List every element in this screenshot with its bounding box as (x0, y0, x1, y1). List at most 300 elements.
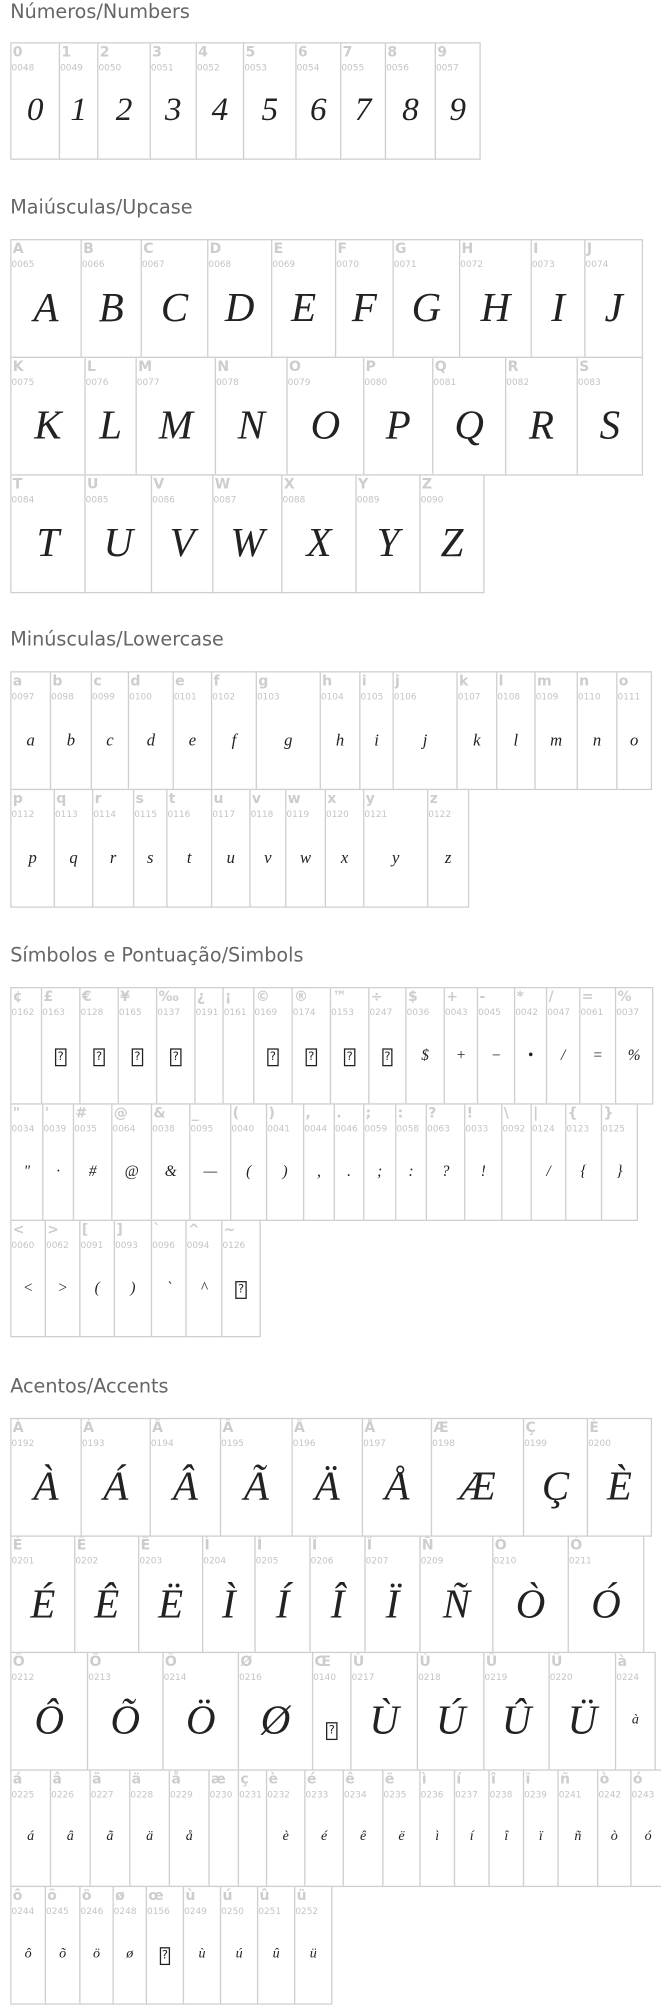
glyph-cell[interactable] (151, 1220, 187, 1338)
glyph-cell[interactable] (303, 1103, 335, 1221)
glyph-cell[interactable] (79, 987, 119, 1105)
character-code: 0099 (92, 691, 115, 702)
glyph-cell[interactable] (230, 1103, 267, 1221)
character-code: 0193 (81, 1438, 105, 1449)
character-label: p (12, 790, 23, 807)
character-label: . (336, 1104, 342, 1122)
glyph-char: @ (124, 1162, 139, 1181)
glyph-char: V (169, 519, 195, 566)
character-code: 0156 (147, 1906, 170, 1917)
glyph-cell[interactable] (253, 987, 293, 1105)
glyph-preview (221, 1462, 291, 1509)
glyph-cell[interactable] (249, 789, 286, 908)
glyph-cell[interactable] (256, 671, 321, 790)
glyph-preview (74, 1162, 111, 1181)
glyph-cell[interactable] (577, 671, 618, 790)
character-label: Ë (140, 1536, 151, 1553)
glyph-char: Â (172, 1462, 198, 1509)
glyph-cell[interactable] (577, 357, 643, 476)
glyph-cell[interactable] (54, 789, 94, 908)
character-label: S (579, 357, 590, 375)
glyph-cell[interactable] (45, 1886, 81, 2004)
character-code: 0034 (11, 1123, 35, 1135)
glyph-cell[interactable] (81, 1418, 151, 1536)
glyph-cell[interactable] (523, 1769, 559, 1887)
character-label: Í (256, 1536, 263, 1553)
character-code: 0111 (617, 691, 641, 702)
glyph-cell[interactable] (359, 671, 394, 790)
glyph-cell[interactable] (459, 239, 532, 358)
glyph-cell[interactable] (496, 671, 536, 790)
glyph-cell[interactable] (334, 1103, 365, 1221)
glyph-cell[interactable] (133, 789, 168, 908)
glyph-cell[interactable] (84, 474, 152, 593)
glyph-preview (81, 1947, 113, 1961)
glyph-preview (164, 1696, 238, 1743)
glyph-cell[interactable] (42, 1103, 74, 1221)
character-label: Ú (419, 1653, 431, 1670)
glyph-cell[interactable] (363, 357, 433, 476)
glyph-cell[interactable] (257, 1886, 295, 2004)
glyph-cell[interactable] (41, 987, 81, 1105)
glyph-char: Ï (385, 1579, 400, 1626)
glyph-preview (515, 1047, 546, 1062)
glyph-char: Z (440, 519, 464, 566)
glyph-cell[interactable] (151, 1103, 191, 1221)
glyph-cell[interactable] (221, 1220, 261, 1338)
glyph-preview (433, 401, 505, 448)
glyph-cell[interactable] (417, 1652, 485, 1770)
character-code: 0125 (602, 1123, 625, 1135)
glyph-cell[interactable] (212, 474, 282, 593)
character-label: Q (434, 357, 447, 375)
glyph-char: G (411, 283, 442, 330)
glyph-cell[interactable] (150, 1418, 222, 1536)
glyph-preview (12, 1830, 50, 1844)
glyph-cell[interactable] (271, 239, 336, 358)
missing-glyph-icon: ? (55, 1048, 66, 1066)
glyph-cell[interactable] (385, 42, 436, 160)
character-label: ! (466, 1104, 474, 1122)
glyph-cell[interactable] (243, 42, 297, 160)
glyph-char: J (604, 283, 623, 330)
glyph-preview (331, 1047, 368, 1066)
character-code: 0089 (356, 494, 380, 506)
glyph-cell[interactable] (579, 987, 616, 1105)
glyph-char: r (109, 847, 117, 867)
glyph-cell[interactable] (113, 1886, 148, 2004)
glyph-cell[interactable] (220, 1886, 258, 2004)
character-label: n (579, 672, 590, 690)
glyph-char: y (392, 847, 400, 867)
glyph-cell[interactable] (189, 1103, 231, 1221)
glyph-cell[interactable] (173, 671, 213, 790)
character-code: 0054 (296, 62, 320, 73)
glyph-cell[interactable] (427, 789, 469, 908)
glyph-preview (113, 1162, 151, 1181)
character-label: # (75, 1104, 88, 1122)
glyph-preview (361, 731, 393, 748)
glyph-cell[interactable] (128, 671, 174, 790)
glyph-char: 7 (354, 90, 372, 128)
glyph-cell[interactable] (254, 1535, 310, 1653)
glyph-char: ö (93, 1945, 101, 1961)
glyph-cell[interactable] (546, 987, 581, 1105)
glyph-preview (494, 1579, 568, 1626)
glyph-cell[interactable] (10, 357, 85, 476)
glyph-preview (311, 1579, 365, 1626)
glyph-cell[interactable] (114, 1220, 152, 1338)
glyph-cell[interactable] (363, 789, 428, 908)
glyph-cell[interactable] (10, 789, 55, 908)
character-code: 0122 (428, 809, 452, 820)
character-code: 0116 (167, 809, 191, 820)
glyph-cell[interactable] (616, 671, 652, 790)
glyph-cell[interactable] (89, 1769, 130, 1887)
glyph-cell[interactable] (597, 1769, 632, 1887)
glyph-cell[interactable] (488, 1769, 524, 1887)
glyph-cell[interactable] (505, 357, 578, 476)
glyph-char: / (546, 1162, 551, 1181)
glyph-cell[interactable] (50, 1769, 91, 1887)
glyph-cell[interactable] (444, 987, 479, 1105)
character-label: Û (485, 1653, 498, 1670)
glyph-char: t (186, 847, 192, 867)
glyph-cell[interactable] (584, 239, 643, 358)
glyph-cell[interactable] (169, 1769, 210, 1887)
glyph-cell[interactable] (111, 1103, 152, 1221)
glyph-cell[interactable] (208, 1769, 239, 1887)
glyph-cell[interactable] (285, 789, 326, 908)
glyph-preview (295, 1947, 331, 1961)
glyph-cell[interactable] (266, 1103, 304, 1221)
glyph-char: 4 (211, 90, 229, 128)
glyph-cell[interactable] (531, 1103, 567, 1221)
glyph-char: 8 (402, 90, 419, 128)
character-label: < (12, 1220, 25, 1238)
character-label: P (365, 357, 376, 375)
glyph-cell[interactable] (565, 1103, 602, 1221)
glyph-cell[interactable] (10, 1220, 46, 1338)
character-code: 0128 (80, 1007, 104, 1018)
missing-glyph-icon: ? (159, 1947, 170, 1965)
glyph-cell[interactable] (10, 239, 82, 358)
glyph-cell[interactable] (295, 42, 341, 160)
glyph-preview (602, 1162, 637, 1181)
glyph-preview (478, 1047, 514, 1062)
glyph-cell[interactable] (211, 671, 257, 790)
glyph-cell[interactable] (548, 1652, 616, 1770)
glyph-cell[interactable] (364, 1535, 420, 1653)
glyph-cell[interactable] (335, 239, 394, 358)
character-code: 0112 (11, 809, 35, 820)
character-label: ê (345, 1770, 355, 1787)
glyph-char: U (103, 519, 134, 566)
glyph-cell[interactable] (10, 1652, 88, 1770)
character-code: 0113 (54, 809, 78, 820)
character-label: _ (191, 1104, 199, 1122)
glyph-cell[interactable] (630, 1769, 661, 1887)
character-code: 0079 (287, 377, 311, 388)
glyph-cell[interactable] (10, 1103, 43, 1221)
glyph-char: { (580, 1162, 587, 1181)
character-code: 0117 (212, 809, 236, 820)
glyph-char: P (385, 401, 411, 448)
glyph-cell[interactable] (340, 42, 386, 160)
character-label: / (548, 988, 554, 1005)
character-label: y (365, 790, 375, 807)
glyph-cell[interactable] (238, 1652, 313, 1770)
glyph-cell[interactable] (266, 1769, 306, 1887)
glyph-cell[interactable] (92, 789, 134, 908)
character-code: 0038 (152, 1123, 175, 1135)
glyph-cell[interactable] (615, 987, 653, 1105)
glyph-cell[interactable] (162, 1652, 239, 1770)
character-code: 0052 (196, 62, 220, 73)
glyph-cell[interactable] (146, 1886, 184, 2004)
glyph-cell[interactable] (557, 1769, 598, 1887)
glyph-cell[interactable] (185, 1220, 222, 1338)
character-label: ( (232, 1104, 240, 1122)
character-label: ) (268, 1104, 275, 1122)
glyph-char: è (282, 1828, 289, 1844)
character-label: ¿ (196, 988, 206, 1005)
character-code: 0100 (129, 691, 152, 702)
glyph-cell[interactable] (10, 1769, 51, 1887)
glyph-cell[interactable] (73, 1103, 113, 1221)
character-label: x (327, 790, 337, 807)
glyph-cell[interactable] (320, 671, 361, 790)
glyph-cell[interactable] (464, 1103, 502, 1221)
character-code: 0140 (313, 1672, 337, 1683)
glyph-cell[interactable] (343, 1769, 384, 1887)
character-label: ü (296, 1887, 307, 1904)
glyph-cell[interactable] (392, 671, 457, 790)
character-label: û (259, 1887, 270, 1904)
glyph-cell[interactable] (286, 357, 364, 476)
glyph-preview (12, 1579, 75, 1626)
glyph-cell[interactable] (477, 987, 515, 1105)
character-code: 0045 (478, 1007, 501, 1018)
glyph-cell[interactable] (141, 239, 209, 358)
character-code: 0097 (11, 691, 35, 702)
glyph-cell[interactable] (368, 987, 406, 1105)
character-code: 0058 (396, 1123, 420, 1135)
glyph-cell[interactable] (325, 789, 365, 908)
glyph-char: É (30, 1579, 56, 1626)
glyph-cell[interactable] (294, 1886, 332, 2004)
glyph-preview (184, 1947, 220, 1961)
glyph-cell[interactable] (151, 474, 214, 593)
glyph-cell[interactable] (309, 1535, 365, 1653)
character-label: Õ (89, 1653, 102, 1670)
glyph-cell[interactable] (312, 1652, 352, 1770)
character-code: 0165 (118, 1007, 142, 1018)
character-label: ; (365, 1104, 372, 1122)
character-code: 0083 (577, 377, 601, 388)
glyph-cell[interactable] (492, 1535, 569, 1653)
character-code: 0048 (11, 62, 35, 73)
glyph-cell[interactable] (10, 671, 51, 790)
character-label: ¢ (12, 988, 23, 1005)
glyph-cell[interactable] (138, 1535, 203, 1653)
glyph-cell[interactable] (454, 1769, 490, 1887)
character-code: 0039 (43, 1123, 67, 1135)
glyph-cell[interactable] (304, 1769, 344, 1887)
character-code: 0067 (141, 259, 165, 270)
glyph-cell[interactable] (215, 357, 288, 476)
glyph-cell[interactable] (10, 1418, 82, 1536)
glyph-preview (129, 731, 172, 748)
glyph-cell[interactable] (456, 671, 497, 790)
character-code: 0126 (222, 1240, 246, 1251)
character-label: h (322, 672, 333, 690)
character-code: 0062 (46, 1240, 69, 1251)
glyph-cell[interactable] (435, 42, 481, 160)
glyph-preview (254, 1047, 291, 1066)
glyph-cell[interactable] (79, 1886, 114, 2004)
glyph-cell[interactable] (405, 987, 445, 1105)
character-code: 0061 (580, 1007, 604, 1018)
glyph-preview (46, 1280, 79, 1295)
glyph-char: : (408, 1162, 414, 1181)
glyph-cell[interactable] (10, 987, 42, 1105)
glyph-cell[interactable] (211, 789, 251, 908)
glyph-cell[interactable] (156, 987, 196, 1105)
glyph-cell[interactable] (432, 357, 506, 476)
glyph-cell[interactable] (587, 1418, 652, 1536)
character-label: F (337, 240, 348, 257)
character-label: \ (503, 1104, 509, 1122)
character-code: 0119 (286, 809, 310, 820)
glyph-cell[interactable] (362, 1418, 432, 1536)
glyph-preview (239, 1696, 312, 1743)
glyph-cell[interactable] (382, 1769, 420, 1887)
glyph-preview (212, 731, 255, 748)
glyph-cell[interactable] (150, 42, 197, 160)
glyph-cell[interactable] (501, 1103, 532, 1221)
glyph-cell[interactable] (392, 239, 460, 358)
glyph-cell[interactable] (238, 1769, 267, 1887)
glyph-char: I (551, 283, 565, 330)
glyph-cell[interactable] (601, 1103, 638, 1221)
glyph-cell[interactable] (50, 671, 92, 790)
glyph-cell[interactable] (10, 1886, 46, 2004)
character-label: I (533, 240, 539, 257)
glyph-cell[interactable] (523, 1418, 588, 1536)
glyph-char: Ö (185, 1696, 216, 1743)
glyph-char: È (606, 1462, 632, 1509)
glyph-cell[interactable] (419, 1535, 493, 1653)
glyph-char: a (26, 729, 35, 749)
glyph-preview (12, 90, 59, 128)
glyph-cell[interactable] (10, 474, 85, 593)
character-label: e (175, 672, 185, 690)
glyph-cell[interactable] (45, 1220, 81, 1338)
glyph-cell[interactable] (10, 42, 60, 160)
glyph-preview (115, 1280, 151, 1295)
glyph-cell[interactable] (10, 1535, 75, 1653)
glyph-cell[interactable] (222, 987, 254, 1105)
glyph-cell[interactable] (568, 1535, 645, 1653)
glyph-cell[interactable] (514, 987, 547, 1105)
glyph-char: ï (538, 1828, 543, 1844)
glyph-cell[interactable] (220, 1418, 293, 1536)
glyph-cell[interactable] (196, 42, 245, 160)
glyph-cell[interactable] (330, 987, 370, 1105)
character-code: 0076 (85, 377, 109, 388)
glyph-cell[interactable] (91, 671, 129, 790)
glyph-cell[interactable] (355, 474, 420, 593)
character-code: 0050 (98, 62, 122, 73)
character-code: 0230 (209, 1789, 233, 1800)
character-code: 0202 (75, 1555, 99, 1566)
glyph-cell[interactable] (363, 1103, 396, 1221)
glyph-char: n (592, 729, 602, 749)
character-code: 0059 (364, 1123, 388, 1135)
glyph-preview (197, 90, 243, 128)
glyph-preview (497, 731, 534, 748)
glyph-cell[interactable] (79, 1220, 115, 1338)
glyph-cell[interactable] (281, 474, 356, 593)
character-code: 0077 (136, 377, 160, 388)
glyph-cell[interactable] (207, 239, 272, 358)
glyph-cell[interactable] (129, 1769, 170, 1887)
glyph-cell[interactable] (81, 239, 142, 358)
glyph-cell[interactable] (615, 1652, 656, 1770)
character-code: 0046 (334, 1123, 358, 1135)
glyph-cell[interactable] (74, 1535, 139, 1653)
glyph-cell[interactable] (291, 1418, 363, 1536)
glyph-cell[interactable] (194, 987, 223, 1105)
glyph-cell[interactable] (426, 1103, 466, 1221)
glyph-char: w (300, 847, 312, 867)
character-label: ù (185, 1887, 196, 1904)
glyph-cell[interactable] (59, 42, 99, 160)
glyph-char: 2 (115, 90, 133, 128)
glyph-cell[interactable] (395, 1103, 427, 1221)
glyph-char: > (57, 1278, 68, 1297)
glyph-cell[interactable] (534, 671, 577, 790)
glyph-cell[interactable] (419, 474, 484, 593)
glyph-cell[interactable] (97, 42, 151, 160)
glyph-cell[interactable] (419, 1769, 455, 1887)
glyph-char: Ò (515, 1579, 546, 1626)
glyph-cell[interactable] (183, 1886, 221, 2004)
glyph-cell[interactable] (166, 789, 212, 908)
glyph-char: ? (441, 1162, 450, 1181)
character-label: ö (81, 1887, 92, 1904)
glyph-cell[interactable] (483, 1652, 549, 1770)
character-label: c (93, 672, 102, 690)
glyph-char: Y (376, 519, 400, 566)
glyph-cell[interactable] (87, 1652, 164, 1770)
glyph-cell[interactable] (291, 987, 331, 1105)
glyph-cell[interactable] (431, 1418, 524, 1536)
glyph-cell[interactable] (118, 987, 158, 1105)
character-code: 0096 (152, 1240, 175, 1251)
glyph-cell[interactable] (84, 357, 136, 476)
character-label: Ç (525, 1419, 536, 1436)
glyph-preview (82, 1462, 150, 1509)
glyph-cell[interactable] (202, 1535, 256, 1653)
glyph-preview (258, 1947, 294, 1961)
missing-glyph-icon: ? (326, 1722, 337, 1740)
glyph-cell[interactable] (350, 1652, 418, 1770)
glyph-cell[interactable] (136, 357, 217, 476)
glyph-cell[interactable] (531, 239, 586, 358)
character-label: € (81, 988, 92, 1005)
